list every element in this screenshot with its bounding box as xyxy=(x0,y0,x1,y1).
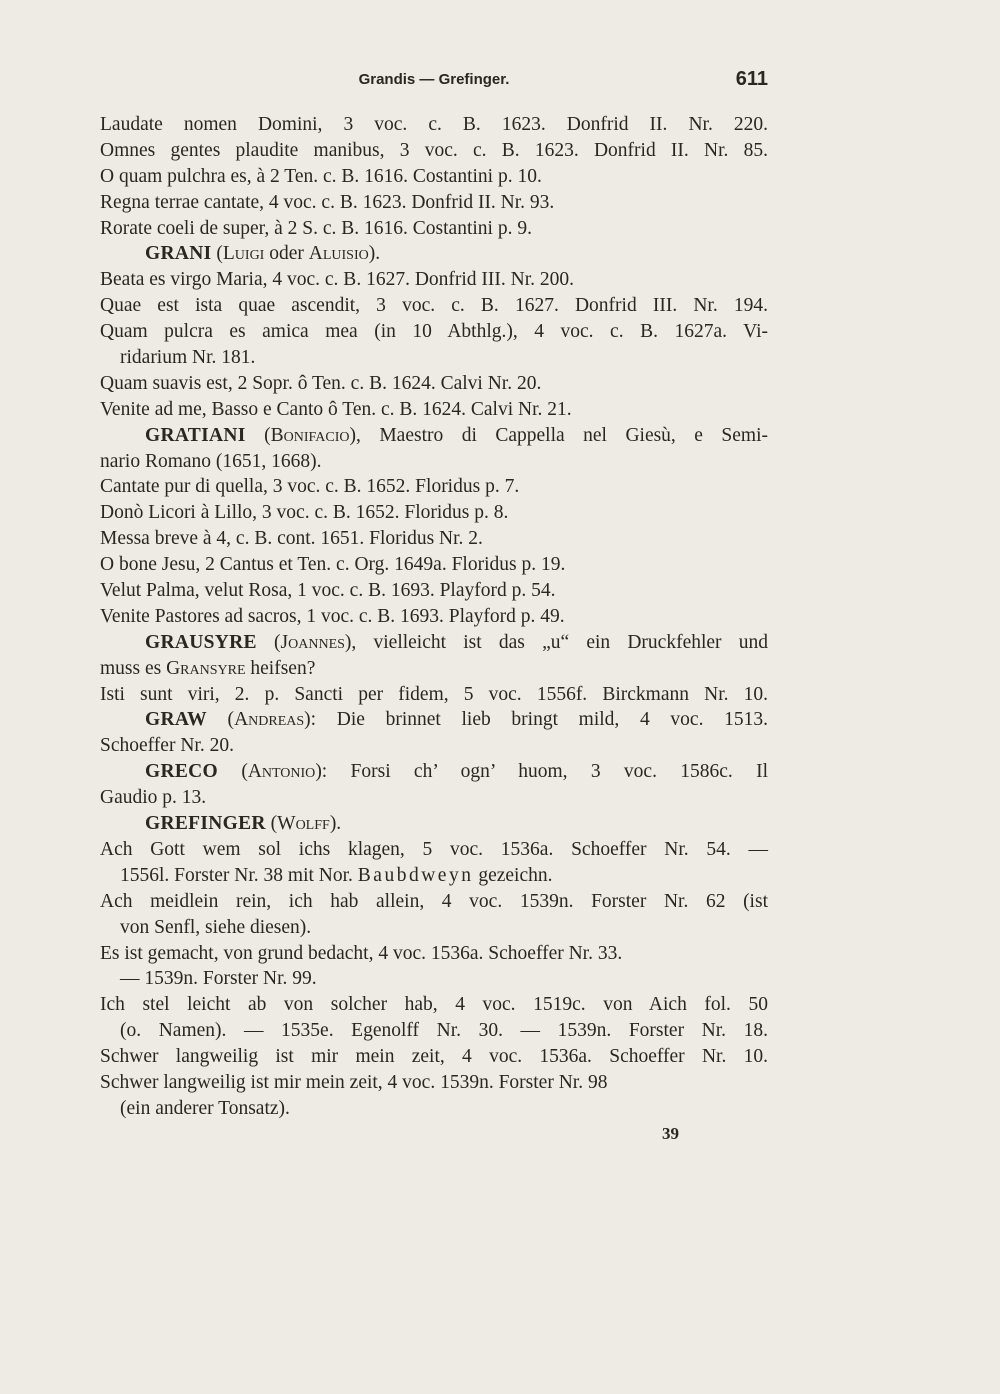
entry-line: O quam pulchra es, à 2 Ten. c. B. 1616. Costantini p. 10. xyxy=(100,165,542,187)
composer-name: GRECO xyxy=(145,761,219,783)
entry-line: Cantate pur di quella, 3 voc. c. B. 1652. Floridus p. 7. xyxy=(100,476,520,498)
text-body xyxy=(100,112,768,1122)
entry-line: Quae est ista quae ascendit, 3 voc. c. B. 1627. Donfrid III. Nr. 194. xyxy=(100,295,768,317)
composer-name: GRAW xyxy=(145,709,207,731)
entry-line: 1556l. Forster Nr. 38 mit Nor. Baubdweyn gezeichn. xyxy=(120,864,553,886)
entry-line: Schwer langweilig ist mir mein zeit, 4 voc. 1536a. Schoeffer Nr. 10. xyxy=(100,1046,768,1068)
entry-line: O bone Jesu, 2 Cantus et Ten. c. Org. 1649a. Floridus p. 19. xyxy=(100,554,566,576)
composer-heading: GRAW (Andreas): Die brinnet lieb bringt mild, 4 voc. 1513. xyxy=(145,709,769,731)
entry-line: Donò Licori à Lillo, 3 voc. c. B. 1652. Floridus p. 8. xyxy=(100,502,509,524)
entry-line: Beata es virgo Maria, 4 voc. c. B. 1627. Donfrid III. Nr. 200. xyxy=(100,269,575,291)
composer-heading: GRECO (Antonio): Forsi ch’ ogn’ huom, 3 voc. 1586c. Il xyxy=(145,761,768,783)
page-header xyxy=(100,68,768,94)
entry-line: Quam suavis est, 2 Sopr. ô Ten. c. B. 1624. Calvi Nr. 20. xyxy=(100,372,542,394)
entry-line: Laudate nomen Domini, 3 voc. c. B. 1623. Donfrid II. Nr. 220. xyxy=(100,114,768,135)
entry-line: von Senfl, siehe diesen). xyxy=(120,916,312,938)
composer-name: GRATIANI xyxy=(145,424,246,446)
entry-line: (ein anderer Tonsatz). xyxy=(120,1097,290,1119)
composer-name: GRANI xyxy=(145,243,212,265)
composer-name: GREFINGER xyxy=(145,813,266,835)
composer-heading: GRANI (Luigi oder Aluisio). xyxy=(145,243,381,265)
entry-line: Es ist gemacht, von grund bedacht, 4 voc. 1536a. Schoeffer Nr. 33. xyxy=(100,942,623,964)
entry-line: nario Romano (1651, 1668). xyxy=(100,450,322,472)
entry-line: Omnes gentes plaudite manibus, 3 voc. c. B. 1623. Donfrid II. Nr. 85. xyxy=(100,139,768,161)
page-number: 611 xyxy=(735,68,768,90)
entry-line: Velut Palma, velut Rosa, 1 voc. c. B. 1693. Playford p. 54. xyxy=(100,580,556,602)
entry-line: Ach meidlein rein, ich hab allein, 4 voc. 1539n. Forster Nr. 62 (ist xyxy=(100,890,768,912)
composer-heading: GRATIANI (Bonifacio), Maestro di Cappella nel Giesù, e Semi- xyxy=(145,424,769,446)
entry-line: Venite Pastores ad sacros, 1 voc. c. B. 1693. Playford p. 49. xyxy=(100,605,565,627)
entry-line: (o. Namen). — 1535e. Egenolff Nr. 30. — 1539n. Forster Nr. 18. xyxy=(120,1020,768,1042)
entry-line: Ach Gott wem sol ichs klagen, 5 voc. 1536a. Schoeffer Nr. 54. — xyxy=(100,838,768,860)
entry-line: Messa breve à 4, c. B. cont. 1651. Floridus Nr. 2. xyxy=(100,528,483,550)
entry-line: Isti sunt viri, 2. p. Sancti per fidem, 5 voc. 1556f. Birckmann Nr. 10. xyxy=(100,683,768,705)
entry-line: Rorate coeli de super, à 2 S. c. B. 1616. Costantini p. 9. xyxy=(100,217,532,239)
entry-line: Schoeffer Nr. 20. xyxy=(100,735,234,757)
entry-line: Gaudio p. 13. xyxy=(100,787,207,809)
running-title: Grandis — Grefinger. xyxy=(358,71,510,88)
entry-line: Quam pulcra es amica mea (in 10 Abthlg.), 4 voc. c. B. 1627a. Vi- xyxy=(100,321,768,343)
entry-line: Ich stel leicht ab von solcher hab, 4 voc. 1519c. von Aich fol. 50 xyxy=(100,994,768,1016)
entry-line: — 1539n. Forster Nr. 99. xyxy=(120,968,317,990)
entry-line: Schwer langweilig ist mir mein zeit, 4 voc. 1539n. Forster Nr. 98 xyxy=(100,1071,608,1093)
entry-line: muss es Gransyre heifsen? xyxy=(100,657,316,679)
signature-mark: 39 xyxy=(662,1124,679,1143)
composer-heading: GRAUSYRE (Joannes), vielleicht ist das „u“ ein Druckfehler und xyxy=(145,631,768,653)
entry-line: Regna terrae cantate, 4 voc. c. B. 1623. Donfrid II. Nr. 93. xyxy=(100,191,555,213)
composer-heading: GREFINGER (Wolff). xyxy=(145,813,342,835)
entry-line: Venite ad me, Basso e Canto ô Ten. c. B. 1624. Calvi Nr. 21. xyxy=(100,398,572,420)
entry-line: ridarium Nr. 181. xyxy=(120,347,256,369)
composer-name: GRAUSYRE xyxy=(145,631,257,653)
